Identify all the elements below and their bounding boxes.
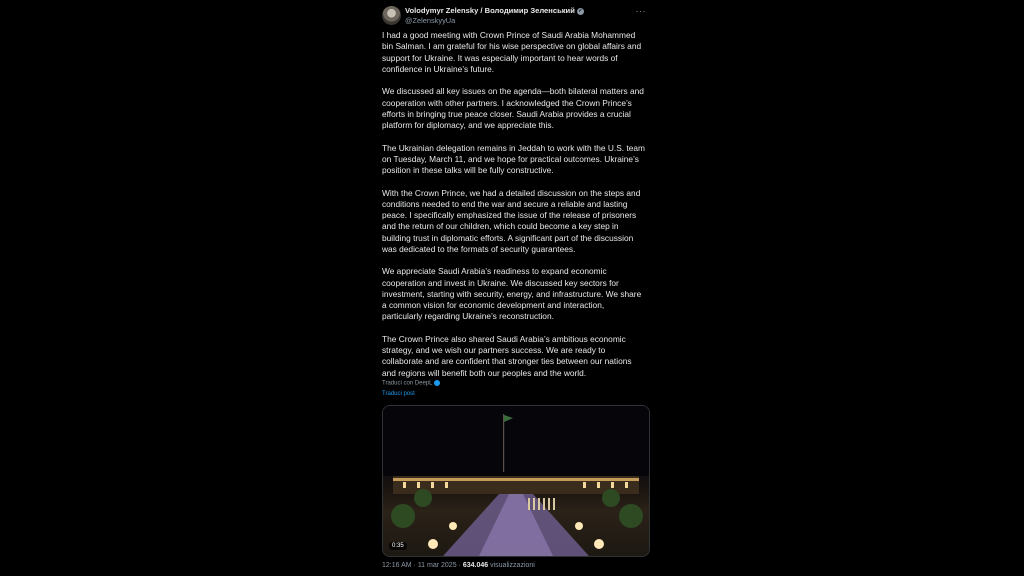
views-count: 634.046: [462, 562, 489, 569]
tweet-paragraph: The Crown Prince also shared Saudi Arabia’s ambitious economic strategy, and we wish our partners success. We are ready to collaborate and are confident that stronger ties between our nations and regions will benefit both our peoples and the world.: [382, 333, 632, 378]
video-player[interactable]: [382, 405, 650, 557]
tweet-text: [382, 30, 646, 390]
tweet-meta: 12:16 AM · 11 mar 2025 · 634.046 visualizzazioni: [382, 562, 535, 569]
tweet-paragraph: The Ukrainian delegation remains in Jeddah to work with the U.S. team on Tuesday, March 11, and we hope for practical outcomes. Ukraine’s position in these talks will be fully constructive.: [382, 142, 645, 175]
avatar[interactable]: [382, 6, 401, 25]
tweet-date[interactable]: 11 mar 2025: [417, 562, 457, 569]
video-duration: 0:35: [389, 542, 407, 550]
tweet-time[interactable]: 12:16 AM: [382, 562, 412, 569]
more-options-icon[interactable]: ···: [635, 6, 646, 16]
views-label: visualizzazioni: [490, 562, 535, 569]
translated-with-deepl: Traduci con DeepL: [382, 380, 440, 387]
tweet-paragraph: We discussed all key issues on the agenda—both bilateral matters and cooperation with other partners. I acknowledged the Crown Prince’s efforts in bringing true peace closer. Saudi Arabia provides a crucial platform for diplomacy, and we appreciate this.: [382, 86, 644, 130]
deepl-badge-icon: [434, 380, 440, 386]
video-thumbnail: [383, 406, 649, 556]
tweet-header: [382, 4, 650, 26]
author-name[interactable]: Volodymyr Zelensky / Володимир Зеленський ✓: [405, 6, 583, 15]
left-background: [0, 0, 376, 576]
verified-badge-icon: ✓: [578, 7, 583, 14]
right-background: [656, 0, 1024, 576]
tweet-paragraph: I had a good meeting with Crown Prince of Saudi Arabia Mohammed bin Salman. I am grateful for his wise perspective on global affairs and support for Ukraine. It was especially important to hear words of confidence in Ukraine’s future.: [382, 30, 642, 74]
tweet-paragraph: We appreciate Saudi Arabia’s readiness to expand economic cooperation and invest in Ukraine. We discussed key sectors for investment, starting with security, energy, and infrastructure. We share a common vision for economic development and interaction, particularly regarding Ukraine’s reconstruction.: [382, 266, 642, 322]
tweet-card: [376, 0, 656, 576]
tweet-paragraph: With the Crown Prince, we had a detailed discussion on the steps and conditions needed to end the war and secure a reliable and lasting peace. I specifically emphasized the issue of the release of prisoners and the return of our children, which could become a key step in building trust in diplomatic efforts. A significant part of the discussion was dedicated to the formats of security guarantees.: [382, 187, 641, 254]
author-handle[interactable]: @ZelenskyyUa: [405, 16, 456, 25]
translate-post-link[interactable]: Traduci post: [382, 391, 415, 397]
